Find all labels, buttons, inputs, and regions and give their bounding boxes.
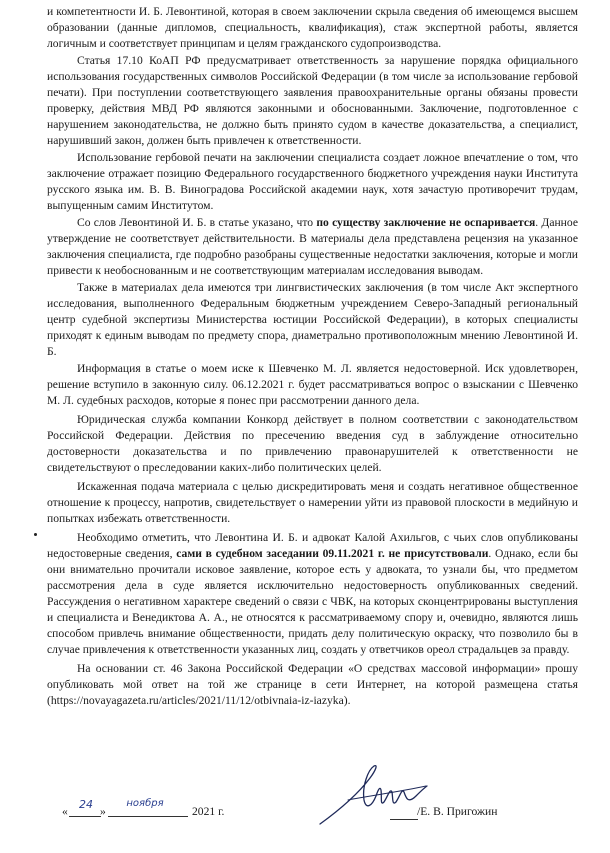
text-run: Юридическая служба компании Конкорд действует в полном соответствии с законодательством Российской Федерации. Действия по пресечению введения суд в заблуждение относительно достоверности доказательства и по привлечению правонарушителей к ответственности не свидетельствуют о преследовании каких-либо политических целей. [47,413,578,474]
paragraph [47,53,578,149]
date-day-line [69,816,101,817]
paragraph [47,479,578,527]
paragraph [47,150,578,214]
text-run: и компетентности И. Б. Левонтиной, которая в своем заключении скрыла сведения об имеющемся высшем образовании (данные дипломов, специальность, квалификация), стаж экспертной работы, является логичным и соответствует принципам и целям гражданского судопроизводства. [47,5,578,50]
signature-row [0,756,610,826]
text-run: Использование гербовой печати на заключении специалиста создает ложное впечатление о том, что заключение отражает позицию Федерального государственного бюджетного учреждения науки Института русского языка им. В. В. Виноградова Российской академии наук, хотя зачастую противоречит трудам, выпущенным самим Институтом. [47,151,578,212]
text-run: . Однако, если бы они внимательно прочитали исковое заявление, которое есть у адвоката, то узнали бы, что предметом рассмотрения дела в суде является исключительно недостоверность опубликованных сведений. Рассуждения о негативном характере сведений о связи с ЧВК, на которых сконцентрированы выступления и специалиста и Венедиктова А. А., не относятся к рассматриваемому спору и, очевидно, являются лишь способом привлечь внимание общественности, придать делу политическую окраску, что позволило бы в случае привлечения к ответственности указанных лиц, создать у ответчиков ореол страдальцев за правду. [47,547,578,656]
text-run: Информация в статье о моем иске к Шевченко М. Л. является недостоверной. Иск удовлетворен, решение вступило в законную силу. 06.12.2021 г. будет рассматриваться вопрос о взыскании с Шевченко М. Л. судебных расходов, которые я понес при рассмотрении данного дела. [47,362,578,407]
text-run: . Данное утверждение не соответствует действительности. В материалы дела представлена рецензия на указанное заключения специалиста, где подробно разобраны существенные недостатки заключения, которые и могли привести к необоснованным и не соответствующим материалам исследования выводам. [47,216,578,277]
text-run: Необходимо отметить, что Левонтина И. Б. и адвокат Калой Ахильгов, с чьих слов опубликованы недостоверные сведения, [47,531,578,560]
paragraph [47,412,578,476]
letter-body [47,4,578,710]
date-day-handwritten: 24 [79,798,93,811]
date-quote-open: « [62,805,68,818]
text-run: Также в материалах дела имеются три лингвистических заключения (в том числе Акт экспертного исследования, выполненного Федеральным бюджетным учреждением Северо-Западный региональный центр судебной экспертизы Министерства юстиции Российской Федерации), в которых специалисты приходят к единым выводам по предмету спора, диаметрально противоположным мнению Левонтиной И. Б. [47,281,578,358]
date-month-line [108,816,188,817]
signature-line [390,819,418,820]
date-year: 2021 г. [192,805,225,818]
paragraph [47,4,578,52]
text-run: Искаженная подача материала с целью дискредитировать меня и создать негативное общественное отношение к процессу, напротив, свидетельствует о намерении уйти из правовой плоскости в медийную и попытках избежать ответственности. [47,480,578,525]
text-run: Со слов Левонтиной И. Б. в статье указано, что [77,216,317,229]
bold-text: сами в судебном заседании 09.11.2021 г. не присутствовали [176,547,489,560]
paragraph [47,280,578,360]
text-run: На основании ст. 46 Закона Российской Федерации «О средствах массовой информации» прошу опубликовать мой ответ на той же странице в сети Интернет, на которой размещена статья (https://novayagazeta.ru/articles/2021/11/12/otbivnaia-iz-iazyka). [47,662,578,707]
paragraph [47,361,578,409]
paragraph [47,661,578,709]
paragraph [47,530,578,658]
date-month-handwritten: ноября [126,798,164,809]
date-quote-close: » [100,805,106,818]
text-run: Статья 17.10 КоАП РФ предусматривает ответственность за нарушение порядка официального использования государственных символов Российской Федерации (в том числе за использование гербовой печати). При поступлении соответствующего заявления правоохранительные органы обязаны провести проверку, действия МВД РФ являются законными и обоснованными. Заключение, подготовленное с нарушением законодательства, не должно быть принято судом в качестве доказательства, а специалист, нарушивший закон, должен быть привлечен к ответственности. [47,54,578,147]
signer-name: /Е. В. Пригожин [417,805,498,818]
margin-mark [34,533,37,536]
handwritten-signature [318,756,428,826]
bold-text: по существу заключение не оспаривается [316,216,536,229]
paragraph [47,215,578,279]
